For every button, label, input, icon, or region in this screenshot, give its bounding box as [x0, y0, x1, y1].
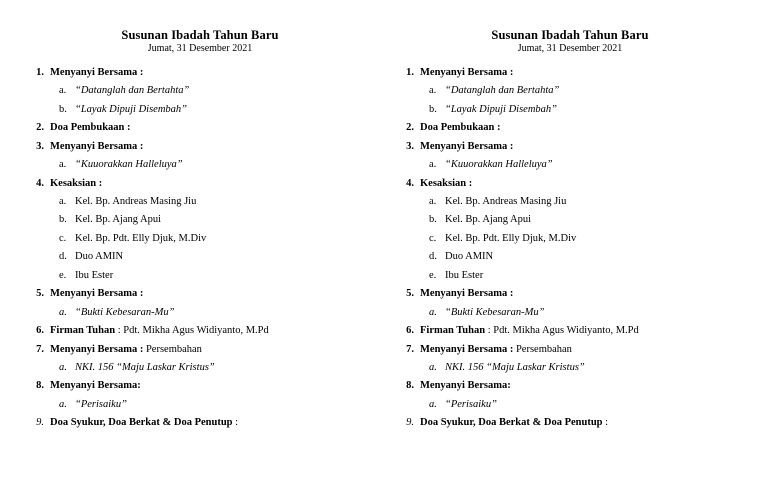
list-subitem: d. Duo AMIN — [59, 251, 124, 262]
list-subitem: a. “Kuuorakkan Halleluya” — [59, 159, 183, 170]
list-item: 8. Menyanyi Bersama: — [406, 380, 511, 391]
list-item: 4. Kesaksian : — [406, 178, 473, 189]
list-item: 7. Menyanyi Bersama : Persembahan — [36, 344, 202, 355]
list-item: 8. Menyanyi Bersama: — [36, 380, 141, 391]
document-date: Jumat, 31 Desember 2021 — [517, 43, 623, 54]
list-subitem: a. NKI. 156 “Maju Laskar Kristus” — [429, 362, 585, 373]
list-item: 7. Menyanyi Bersama : Persembahan — [406, 344, 572, 355]
list-subitem: a. “Kuuorakkan Halleluya” — [429, 159, 553, 170]
list-item: 6. Firman Tuhan : Pdt. Mikha Agus Widiyanto, M.Pd — [406, 325, 639, 336]
document-title: Susunan Ibadah Tahun Baru — [491, 28, 649, 42]
list-subitem: a. “Datanglah dan Bertahta” — [429, 85, 560, 96]
list-subitem: b. “Layak Dipuji Disembah” — [59, 104, 188, 115]
list-subitem: a. Kel. Bp. Andreas Masing Jiu — [429, 196, 567, 207]
list-item: 2. Doa Pembukaan : — [406, 122, 501, 133]
program-copy-left — [30, 0, 360, 503]
list-item: 3. Menyanyi Bersama : — [406, 141, 514, 152]
document-title: Susunan Ibadah Tahun Baru — [121, 28, 279, 42]
list-subitem: c. Kel. Bp. Pdt. Elly Djuk, M.Div — [429, 233, 577, 244]
list-subitem: a. “Perisaiku” — [59, 399, 127, 410]
list-subitem: a. “Datanglah dan Bertahta” — [59, 85, 190, 96]
list-item: 3. Menyanyi Bersama : — [36, 141, 144, 152]
list-item: 1. Menyanyi Bersama : — [406, 67, 514, 78]
list-item: 9. Doa Syukur, Doa Berkat & Doa Penutup : — [406, 417, 609, 428]
list-subitem: b. “Layak Dipuji Disembah” — [429, 104, 558, 115]
list-subitem: a. Kel. Bp. Andreas Masing Jiu — [59, 196, 197, 207]
document-date: Jumat, 31 Desember 2021 — [147, 43, 253, 54]
list-subitem: a. “Bukti Kebesaran-Mu” — [429, 307, 545, 318]
list-subitem: b. Kel. Bp. Ajang Apui — [429, 214, 532, 225]
list-subitem: e. Ibu Ester — [429, 270, 484, 281]
list-subitem: a. “Perisaiku” — [429, 399, 497, 410]
list-subitem: c. Kel. Bp. Pdt. Elly Djuk, M.Div — [59, 233, 207, 244]
list-item: 9. Doa Syukur, Doa Berkat & Doa Penutup : — [36, 417, 239, 428]
list-subitem: d. Duo AMIN — [429, 251, 494, 262]
list-subitem: e. Ibu Ester — [59, 270, 114, 281]
list-item: 2. Doa Pembukaan : — [36, 122, 131, 133]
list-item: 5. Menyanyi Bersama : — [36, 288, 144, 299]
list-item: 1. Menyanyi Bersama : — [36, 67, 144, 78]
program-copy-right — [400, 0, 730, 503]
list-subitem: a. “Bukti Kebesaran-Mu” — [59, 307, 175, 318]
list-subitem: b. Kel. Bp. Ajang Apui — [59, 214, 162, 225]
list-subitem: a. NKI. 156 “Maju Laskar Kristus” — [59, 362, 215, 373]
list-item: 6. Firman Tuhan : Pdt. Mikha Agus Widiyanto, M.Pd — [36, 325, 269, 336]
list-item: 4. Kesaksian : — [36, 178, 103, 189]
list-item: 5. Menyanyi Bersama : — [406, 288, 514, 299]
